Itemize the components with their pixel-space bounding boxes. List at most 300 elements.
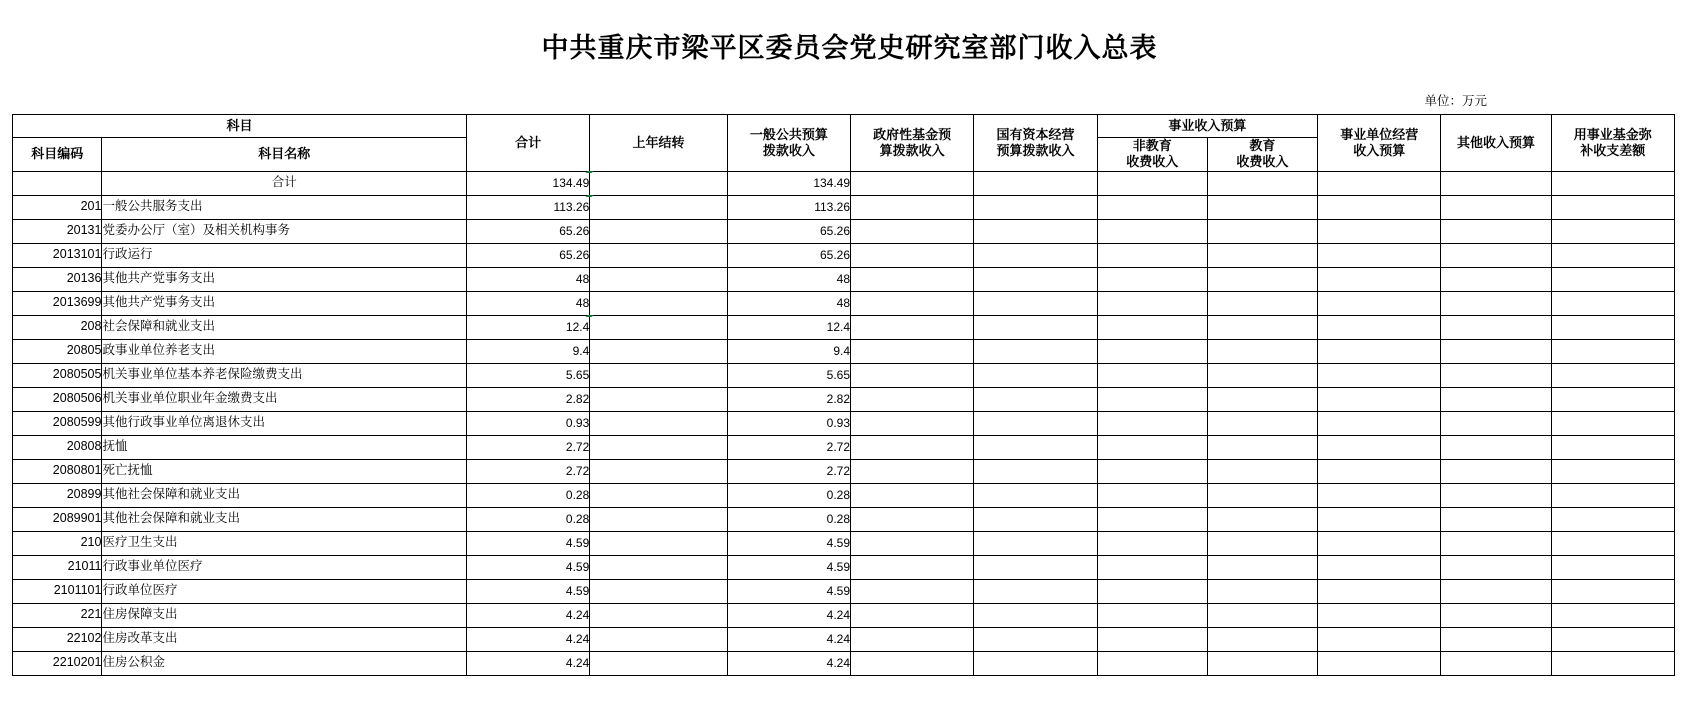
cell-business-non-edu xyxy=(1097,339,1207,363)
cell-other-income xyxy=(1441,219,1551,243)
cell-business-edu xyxy=(1207,291,1317,315)
cell-state-capital-budget xyxy=(974,315,1097,339)
cell-state-capital-budget xyxy=(974,555,1097,579)
cell-business-edu xyxy=(1207,459,1317,483)
cell-code: 2080506 xyxy=(13,387,102,411)
cell-business-edu xyxy=(1207,171,1317,195)
cell-name: 党委办公厅（室）及相关机构事务 xyxy=(102,219,466,243)
cell-name: 医疗卫生支出 xyxy=(102,531,466,555)
cell-code: 2101101 xyxy=(13,579,102,603)
cell-fund-balance xyxy=(1551,291,1674,315)
cell-business-non-edu xyxy=(1097,387,1207,411)
header-business-edu-line1: 教育 xyxy=(1249,138,1276,153)
cell-general-public-budget: 4.59 xyxy=(727,579,850,603)
cell-business-non-edu xyxy=(1097,579,1207,603)
cell-business-unit-operating xyxy=(1318,171,1441,195)
cell-business-unit-operating xyxy=(1318,315,1441,339)
cell-fund-balance xyxy=(1551,627,1674,651)
header-business-unit-operating xyxy=(1318,115,1441,172)
cell-total: 0.28 xyxy=(466,507,589,531)
cell-general-public-budget: 4.24 xyxy=(727,627,850,651)
cell-business-unit-operating xyxy=(1318,291,1441,315)
cell-other-income xyxy=(1441,627,1551,651)
cell-state-capital-budget xyxy=(974,291,1097,315)
header-state-capital-budget-line2: 预算拨款收入 xyxy=(996,142,1075,158)
cell-business-unit-operating xyxy=(1318,651,1441,675)
cell-business-non-edu xyxy=(1097,171,1207,195)
cell-other-income xyxy=(1441,339,1551,363)
cell-business-edu xyxy=(1207,339,1317,363)
cell-gov-fund-budget xyxy=(851,651,974,675)
cell-gov-fund-budget xyxy=(851,195,974,219)
cell-other-income xyxy=(1441,651,1551,675)
cell-state-capital-budget xyxy=(974,603,1097,627)
header-carryover: 上年结转 xyxy=(590,115,727,172)
cell-business-non-edu xyxy=(1097,411,1207,435)
table-row xyxy=(13,483,1675,507)
cell-business-non-edu xyxy=(1097,195,1207,219)
cell-business-non-edu xyxy=(1097,531,1207,555)
cell-business-edu xyxy=(1207,219,1317,243)
cell-carryover xyxy=(590,651,727,675)
cell-fund-balance xyxy=(1551,483,1674,507)
cell-state-capital-budget xyxy=(974,579,1097,603)
header-business-non-edu-line1: 非教育 xyxy=(1132,138,1172,153)
cell-other-income xyxy=(1441,387,1551,411)
table-row xyxy=(13,171,1675,195)
cell-general-public-budget: 5.65 xyxy=(727,363,850,387)
table-row xyxy=(13,363,1675,387)
cell-gov-fund-budget xyxy=(851,603,974,627)
cell-fund-balance xyxy=(1551,387,1674,411)
cell-gov-fund-budget xyxy=(851,171,974,195)
cell-code xyxy=(13,171,102,195)
cell-other-income xyxy=(1441,363,1551,387)
cell-name: 行政运行 xyxy=(102,243,466,267)
cell-general-public-budget: 2.82 xyxy=(727,387,850,411)
cell-business-non-edu xyxy=(1097,651,1207,675)
cell-business-unit-operating xyxy=(1318,387,1441,411)
cell-state-capital-budget xyxy=(974,171,1097,195)
cell-total: 4.24 xyxy=(466,603,589,627)
cell-business-non-edu xyxy=(1097,507,1207,531)
cell-other-income xyxy=(1441,435,1551,459)
cell-business-unit-operating xyxy=(1318,411,1441,435)
cell-fund-balance xyxy=(1551,531,1674,555)
cell-carryover xyxy=(590,171,727,195)
cell-business-edu xyxy=(1207,627,1317,651)
cell-general-public-budget: 4.59 xyxy=(727,555,850,579)
budget-table xyxy=(12,114,1675,676)
cell-name: 住房保障支出 xyxy=(102,603,466,627)
cell-state-capital-budget xyxy=(974,339,1097,363)
cell-name: 政事业单位养老支出 xyxy=(102,339,466,363)
header-row-1 xyxy=(13,115,1675,138)
table-body xyxy=(13,171,1675,675)
cell-business-edu xyxy=(1207,555,1317,579)
cell-total: 65.26 xyxy=(466,243,589,267)
header-business-edu-line2: 收费收入 xyxy=(1236,154,1289,170)
table-row xyxy=(13,555,1675,579)
cell-carryover xyxy=(590,531,727,555)
cell-other-income xyxy=(1441,195,1551,219)
cell-business-edu xyxy=(1207,435,1317,459)
cell-total: 48 xyxy=(466,291,589,315)
cell-name: 抚恤 xyxy=(102,435,466,459)
cell-state-capital-budget xyxy=(974,531,1097,555)
cell-gov-fund-budget xyxy=(851,339,974,363)
cell-gov-fund-budget xyxy=(851,291,974,315)
cell-fund-balance xyxy=(1551,243,1674,267)
cell-total: 134.49 xyxy=(466,171,589,195)
table-row xyxy=(13,651,1675,675)
cell-name: 死亡抚恤 xyxy=(102,459,466,483)
cell-business-unit-operating xyxy=(1318,483,1441,507)
cell-business-edu xyxy=(1207,483,1317,507)
cell-general-public-budget: 134.49 xyxy=(727,171,850,195)
cell-fund-balance xyxy=(1551,195,1674,219)
cell-gov-fund-budget xyxy=(851,315,974,339)
table-row xyxy=(13,339,1675,363)
table-row xyxy=(13,219,1675,243)
cell-gov-fund-budget xyxy=(851,459,974,483)
cell-state-capital-budget xyxy=(974,363,1097,387)
cell-total: 113.26 xyxy=(466,195,589,219)
cell-business-unit-operating xyxy=(1318,507,1441,531)
cell-state-capital-budget xyxy=(974,219,1097,243)
cell-state-capital-budget xyxy=(974,195,1097,219)
cell-business-unit-operating xyxy=(1318,243,1441,267)
cell-state-capital-budget xyxy=(974,435,1097,459)
cell-business-unit-operating xyxy=(1318,555,1441,579)
cell-code: 20131 xyxy=(13,219,102,243)
cell-total: 12.4 xyxy=(466,315,589,339)
cell-code: 20136 xyxy=(13,267,102,291)
cell-business-edu xyxy=(1207,651,1317,675)
cell-code: 210 xyxy=(13,531,102,555)
cell-general-public-budget: 65.26 xyxy=(727,243,850,267)
cell-business-unit-operating xyxy=(1318,363,1441,387)
cell-general-public-budget: 9.4 xyxy=(727,339,850,363)
cell-other-income xyxy=(1441,267,1551,291)
cell-carryover xyxy=(590,507,727,531)
cell-business-edu xyxy=(1207,195,1317,219)
cell-other-income xyxy=(1441,507,1551,531)
cell-code: 20899 xyxy=(13,483,102,507)
header-subject-group: 科目 xyxy=(13,115,467,138)
cell-general-public-budget: 4.24 xyxy=(727,603,850,627)
cell-gov-fund-budget xyxy=(851,387,974,411)
cell-gov-fund-budget xyxy=(851,579,974,603)
cell-state-capital-budget xyxy=(974,627,1097,651)
cell-business-non-edu xyxy=(1097,459,1207,483)
table-row xyxy=(13,603,1675,627)
table-row xyxy=(13,627,1675,651)
header-general-public-budget xyxy=(727,115,850,172)
cell-fund-balance xyxy=(1551,315,1674,339)
cell-total: 4.59 xyxy=(466,579,589,603)
table-row xyxy=(13,459,1675,483)
cell-fund-balance xyxy=(1551,219,1674,243)
cell-other-income xyxy=(1441,171,1551,195)
cell-business-edu xyxy=(1207,315,1317,339)
cell-state-capital-budget xyxy=(974,651,1097,675)
table-row xyxy=(13,195,1675,219)
table-row xyxy=(13,411,1675,435)
cell-carryover xyxy=(590,267,727,291)
cell-general-public-budget: 12.4 xyxy=(727,315,850,339)
cell-total: 0.28 xyxy=(466,483,589,507)
cell-total: 4.24 xyxy=(466,651,589,675)
header-business-non-edu xyxy=(1097,138,1207,172)
cell-total: 2.82 xyxy=(466,387,589,411)
cell-fund-balance xyxy=(1551,579,1674,603)
header-gov-fund-budget-line2: 算拨款收入 xyxy=(879,142,945,158)
cell-code: 221 xyxy=(13,603,102,627)
cell-code: 201 xyxy=(13,195,102,219)
cell-name: 其他共产党事务支出 xyxy=(102,291,466,315)
cell-gov-fund-budget xyxy=(851,483,974,507)
cell-state-capital-budget xyxy=(974,459,1097,483)
cell-business-edu xyxy=(1207,267,1317,291)
cell-name: 社会保障和就业支出 xyxy=(102,315,466,339)
cell-business-edu xyxy=(1207,363,1317,387)
cell-total: 48 xyxy=(466,267,589,291)
header-state-capital-budget xyxy=(974,115,1097,172)
cell-name: 机关事业单位职业年金缴费支出 xyxy=(102,387,466,411)
cell-fund-balance xyxy=(1551,267,1674,291)
cell-name: 其他社会保障和就业支出 xyxy=(102,483,466,507)
cell-gov-fund-budget xyxy=(851,363,974,387)
cell-fund-balance xyxy=(1551,171,1674,195)
cell-business-unit-operating xyxy=(1318,339,1441,363)
cell-other-income xyxy=(1441,291,1551,315)
cell-code: 208 xyxy=(13,315,102,339)
header-fund-balance-line1: 用事业基金弥 xyxy=(1573,126,1652,142)
table-header xyxy=(13,115,1675,172)
cell-name: 其他共产党事务支出 xyxy=(102,267,466,291)
cell-other-income xyxy=(1441,603,1551,627)
cell-business-unit-operating xyxy=(1318,267,1441,291)
cell-fund-balance xyxy=(1551,603,1674,627)
table-row xyxy=(13,507,1675,531)
cell-gov-fund-budget xyxy=(851,507,974,531)
cell-fund-balance xyxy=(1551,459,1674,483)
header-general-public-budget-line1: 一般公共预算 xyxy=(749,126,828,142)
cell-name: 住房改革支出 xyxy=(102,627,466,651)
cell-carryover xyxy=(590,243,727,267)
cell-fund-balance xyxy=(1551,363,1674,387)
cell-business-non-edu xyxy=(1097,483,1207,507)
cell-gov-fund-budget xyxy=(851,555,974,579)
cell-gov-fund-budget xyxy=(851,531,974,555)
header-gov-fund-budget-line1: 政府性基金预 xyxy=(873,126,952,142)
table-row xyxy=(13,243,1675,267)
cell-business-edu xyxy=(1207,579,1317,603)
cell-code: 22102 xyxy=(13,627,102,651)
cell-other-income xyxy=(1441,531,1551,555)
cell-state-capital-budget xyxy=(974,507,1097,531)
cell-business-unit-operating xyxy=(1318,219,1441,243)
header-state-capital-budget-line1: 国有资本经营 xyxy=(996,126,1075,142)
cell-gov-fund-budget xyxy=(851,627,974,651)
cell-business-non-edu xyxy=(1097,315,1207,339)
cell-business-edu xyxy=(1207,387,1317,411)
cell-general-public-budget: 2.72 xyxy=(727,459,850,483)
header-business-edu xyxy=(1207,138,1317,172)
cell-total: 9.4 xyxy=(466,339,589,363)
header-code: 科目编码 xyxy=(13,138,102,172)
cell-fund-balance xyxy=(1551,555,1674,579)
cell-business-edu xyxy=(1207,603,1317,627)
cell-total: 5.65 xyxy=(466,363,589,387)
cell-business-non-edu xyxy=(1097,627,1207,651)
cell-name: 行政单位医疗 xyxy=(102,579,466,603)
cell-carryover xyxy=(590,603,727,627)
cell-carryover xyxy=(590,579,727,603)
cell-code: 20805 xyxy=(13,339,102,363)
cell-carryover xyxy=(590,291,727,315)
cell-general-public-budget: 0.93 xyxy=(727,411,850,435)
cell-name: 住房公积金 xyxy=(102,651,466,675)
cell-general-public-budget: 4.24 xyxy=(727,651,850,675)
cell-business-unit-operating xyxy=(1318,195,1441,219)
cell-business-edu xyxy=(1207,411,1317,435)
cell-total: 4.59 xyxy=(466,555,589,579)
table-row xyxy=(13,387,1675,411)
header-fund-balance-line2: 补收支差额 xyxy=(1580,142,1646,158)
cell-business-edu xyxy=(1207,531,1317,555)
cell-total: 4.24 xyxy=(466,627,589,651)
header-business-unit-operating-line1: 事业单位经营 xyxy=(1340,126,1419,142)
header-business-non-edu-line2: 收费收入 xyxy=(1126,154,1179,170)
cell-total: 2.72 xyxy=(466,459,589,483)
cell-business-non-edu xyxy=(1097,435,1207,459)
cell-business-unit-operating xyxy=(1318,459,1441,483)
cell-business-unit-operating xyxy=(1318,603,1441,627)
cell-general-public-budget: 0.28 xyxy=(727,483,850,507)
cell-general-public-budget: 2.72 xyxy=(727,435,850,459)
page-title: 中共重庆市梁平区委员会党史研究室部门收入总表 xyxy=(541,33,1158,63)
cell-code: 2080505 xyxy=(13,363,102,387)
cell-name: 行政事业单位医疗 xyxy=(102,555,466,579)
cell-total: 0.93 xyxy=(466,411,589,435)
cell-business-unit-operating xyxy=(1318,435,1441,459)
cell-name: 合计 xyxy=(102,171,466,195)
cell-code: 2080801 xyxy=(13,459,102,483)
cell-general-public-budget: 48 xyxy=(727,267,850,291)
cell-other-income xyxy=(1441,555,1551,579)
table-row xyxy=(13,291,1675,315)
cell-business-non-edu xyxy=(1097,267,1207,291)
cell-fund-balance xyxy=(1551,507,1674,531)
cell-gov-fund-budget xyxy=(851,435,974,459)
cell-carryover xyxy=(590,483,727,507)
cell-gov-fund-budget xyxy=(851,411,974,435)
cell-carryover xyxy=(590,411,727,435)
cell-name: 机关事业单位基本养老保险缴费支出 xyxy=(102,363,466,387)
cell-general-public-budget: 0.28 xyxy=(727,507,850,531)
table-row xyxy=(13,579,1675,603)
header-business-income-group: 事业收入预算 xyxy=(1097,115,1317,138)
cell-general-public-budget: 4.59 xyxy=(727,531,850,555)
cell-name: 其他行政事业单位离退休支出 xyxy=(102,411,466,435)
cell-carryover xyxy=(590,195,727,219)
table-row xyxy=(13,315,1675,339)
cell-business-non-edu xyxy=(1097,555,1207,579)
cell-business-unit-operating xyxy=(1318,579,1441,603)
budget-table-container xyxy=(0,114,1699,676)
cell-carryover xyxy=(590,555,727,579)
table-row xyxy=(13,531,1675,555)
cell-gov-fund-budget xyxy=(851,267,974,291)
header-business-unit-operating-line2: 收入预算 xyxy=(1353,142,1406,158)
cell-code: 2013699 xyxy=(13,291,102,315)
cell-business-edu xyxy=(1207,507,1317,531)
cell-total: 65.26 xyxy=(466,219,589,243)
cell-business-non-edu xyxy=(1097,291,1207,315)
cell-other-income xyxy=(1441,579,1551,603)
cell-fund-balance xyxy=(1551,339,1674,363)
cell-business-unit-operating xyxy=(1318,531,1441,555)
header-name: 科目名称 xyxy=(102,138,466,172)
cell-state-capital-budget xyxy=(974,243,1097,267)
table-row xyxy=(13,267,1675,291)
header-total: 合计 xyxy=(466,115,589,172)
cell-fund-balance xyxy=(1551,435,1674,459)
cell-carryover xyxy=(590,627,727,651)
cell-code: 2210201 xyxy=(13,651,102,675)
cell-general-public-budget: 113.26 xyxy=(727,195,850,219)
cell-business-unit-operating xyxy=(1318,627,1441,651)
cell-state-capital-budget xyxy=(974,411,1097,435)
cell-code: 20808 xyxy=(13,435,102,459)
cell-total: 2.72 xyxy=(466,435,589,459)
header-fund-balance xyxy=(1551,115,1674,172)
cell-other-income xyxy=(1441,411,1551,435)
unit-label: 单位：万元 xyxy=(1424,94,1487,108)
cell-business-non-edu xyxy=(1097,219,1207,243)
header-other-income: 其他收入预算 xyxy=(1441,115,1551,172)
cell-business-edu xyxy=(1207,243,1317,267)
cell-state-capital-budget xyxy=(974,483,1097,507)
cell-carryover xyxy=(590,459,727,483)
cell-total: 4.59 xyxy=(466,531,589,555)
cell-other-income xyxy=(1441,459,1551,483)
cell-fund-balance xyxy=(1551,411,1674,435)
cell-state-capital-budget xyxy=(974,387,1097,411)
cell-carryover xyxy=(590,387,727,411)
cell-carryover xyxy=(590,339,727,363)
header-gov-fund-budget xyxy=(851,115,974,172)
cell-general-public-budget: 65.26 xyxy=(727,219,850,243)
cell-fund-balance xyxy=(1551,651,1674,675)
cell-business-non-edu xyxy=(1097,603,1207,627)
cell-other-income xyxy=(1441,315,1551,339)
cell-other-income xyxy=(1441,243,1551,267)
cell-carryover xyxy=(590,435,727,459)
cell-name: 一般公共服务支出 xyxy=(102,195,466,219)
cell-name: 其他社会保障和就业支出 xyxy=(102,507,466,531)
cell-business-non-edu xyxy=(1097,243,1207,267)
cell-carryover xyxy=(590,219,727,243)
cell-gov-fund-budget xyxy=(851,219,974,243)
cell-code: 2013101 xyxy=(13,243,102,267)
cell-other-income xyxy=(1441,483,1551,507)
cell-gov-fund-budget xyxy=(851,243,974,267)
cell-code: 2089901 xyxy=(13,507,102,531)
cell-business-non-edu xyxy=(1097,363,1207,387)
